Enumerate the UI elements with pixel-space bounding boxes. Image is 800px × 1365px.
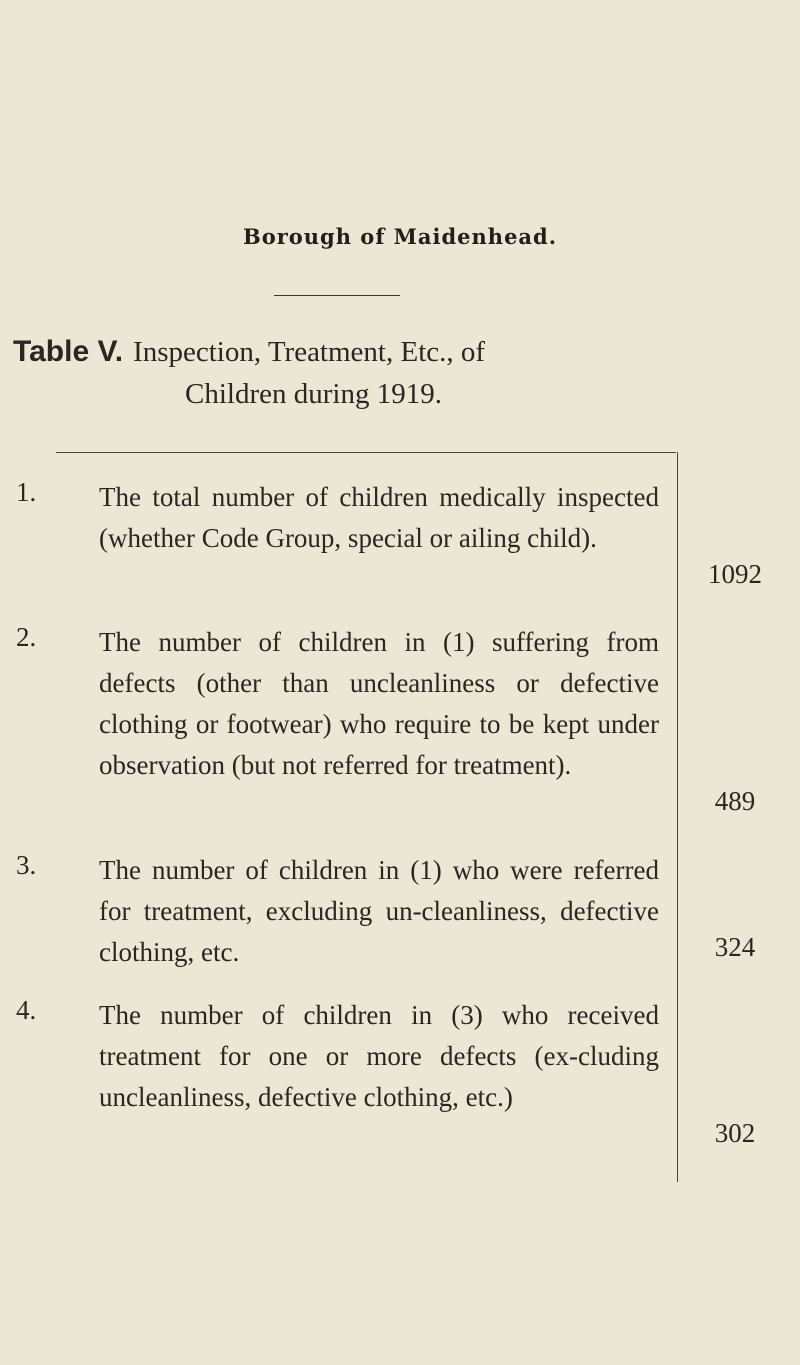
item-number: 1. (16, 477, 37, 507)
item-number: 4. (16, 995, 37, 1025)
item-number: 2. (16, 622, 37, 652)
table-title-line1: Inspection, Treatment, Etc., of (133, 336, 486, 368)
item-description: The total number of children medically inspected (whether Code Group, special or ailing child). (99, 482, 659, 553)
item-value: 302 (714, 1118, 756, 1148)
item-description: The number of children in (1) who were referred for treatment, excluding un-cleanliness, defective clothing, etc. (99, 855, 659, 967)
item-description: The number of children in (3) who received treatment for one or more defects (ex-cluding uncleanliness, defective clothing, etc.) (99, 1000, 659, 1112)
item-number: 3. (16, 850, 37, 880)
borough-heading: Borough of Maidenhead. (242, 224, 558, 249)
table-label: Table V. (13, 335, 124, 368)
item-value: 324 (714, 932, 756, 962)
heading-divider (274, 295, 400, 296)
item-value: 489 (714, 786, 756, 816)
table-title (13, 335, 485, 369)
item-value: 1092 (708, 559, 762, 589)
table-title-line2: Children during 1919. (185, 378, 442, 410)
value-column-rule (677, 452, 678, 1182)
item-description: The number of children in (1) suffering from defects (other than uncleanliness or defective clothing or footwear) who require to be kept under observation (but not referred for treatment). (99, 627, 659, 780)
table-top-rule (56, 452, 676, 453)
